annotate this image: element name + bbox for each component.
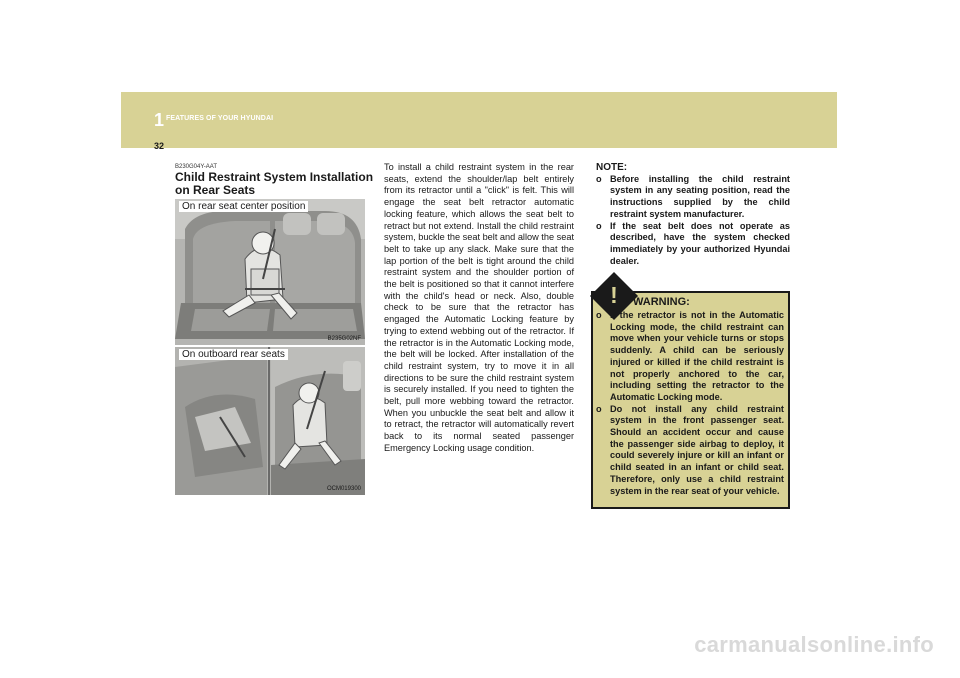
figure-caption: On rear seat center position bbox=[179, 201, 308, 212]
chapter-title: FEATURES OF YOUR HYUNDAI bbox=[166, 115, 274, 122]
note-item bbox=[596, 221, 790, 268]
figure-caption: On outboard rear seats bbox=[179, 349, 288, 360]
section-title: Child Restraint System Installation on Rear Seats bbox=[175, 170, 374, 197]
warning-item-text: If the retractor is not in the Automatic Locking mode, the child restraint can move when your vehicle turns or stops suddenly. A child can be seriously injured or killed if the child restraint is not properly anchored to the car, including setting the retractor to the Automatic Locking mode. bbox=[610, 310, 784, 402]
note-title: NOTE: bbox=[596, 162, 628, 173]
figure-code: OCM019300 bbox=[326, 486, 361, 492]
watermark: carmanualsonline.info bbox=[694, 632, 934, 657]
note-item bbox=[596, 174, 790, 221]
bullet-mark: o bbox=[596, 220, 602, 231]
figure-center-seat bbox=[175, 199, 365, 345]
bullet-mark: o bbox=[596, 403, 602, 414]
child-seat-outboard-illustration-icon bbox=[175, 347, 365, 495]
section-code: B230G04Y-AAT bbox=[175, 164, 218, 170]
installation-instructions: To install a child restraint system in the rear seats, extend the shoulder/lap belt entirely from its retractor until a "click" is felt. This will engage the seat belt retractor automatic locking feature, which allows the seat belt to retract but not extend. Install the child restraint system, buckle the seat belt and allow the seat belt to take up any slack. Make sure that the lap portion of the belt is tight around the child restraint system and the shoulder portion of the belt is positioned so that it cannot interfere with the child's head or neck. Also, double check to be sure that the retractor has engaged the Automatic Locking feature by trying to extend webbing out of the retractor. If the retractor is in the Automatic Locking mode, the belt will be locked. After installation of the child restraint system, try to move it in all directions to be sure the child restraint system is securely installed. If you need to tighten the belt, pull more webbing toward the retractor. When you unbuckle the seat belt and allow it to retract, the retractor will automatically revert back to its normal seated passenger Emergency Locking usage condition. bbox=[384, 162, 574, 453]
bullet-mark: o bbox=[596, 310, 602, 320]
exclamation-icon: ! bbox=[610, 282, 618, 308]
warning-item bbox=[596, 404, 784, 498]
warning-body bbox=[596, 310, 784, 497]
warning-item-text: Do not install any child restraint system in the front passenger seat. Should an accident occur and cause the passenger side airbag to deploy, it could severely injure or kill an infant or child seated in an infant or child seat. Therefore, only use a child restraint system in the rear seat of your vehicle. bbox=[610, 403, 784, 496]
note-item-text: If the seat belt does not operate as described, have the system checked immediately by your authorized Hyundai dealer. bbox=[610, 220, 790, 266]
note-block bbox=[596, 162, 790, 267]
figure-code: B235G02NF bbox=[327, 336, 361, 342]
note-item-text: Before installing the child restraint system in any seating position, read the instructions supplied by the child restraint system manufacturer. bbox=[610, 173, 790, 219]
child-seat-center-illustration-icon bbox=[175, 199, 365, 345]
warning-item bbox=[596, 310, 784, 404]
chapter-number: 1 bbox=[154, 110, 165, 130]
bullet-mark: o bbox=[596, 173, 602, 184]
page-number: 32 bbox=[154, 141, 165, 151]
warning-title: WARNING: bbox=[633, 296, 690, 308]
figure-outboard-seats bbox=[175, 347, 365, 495]
